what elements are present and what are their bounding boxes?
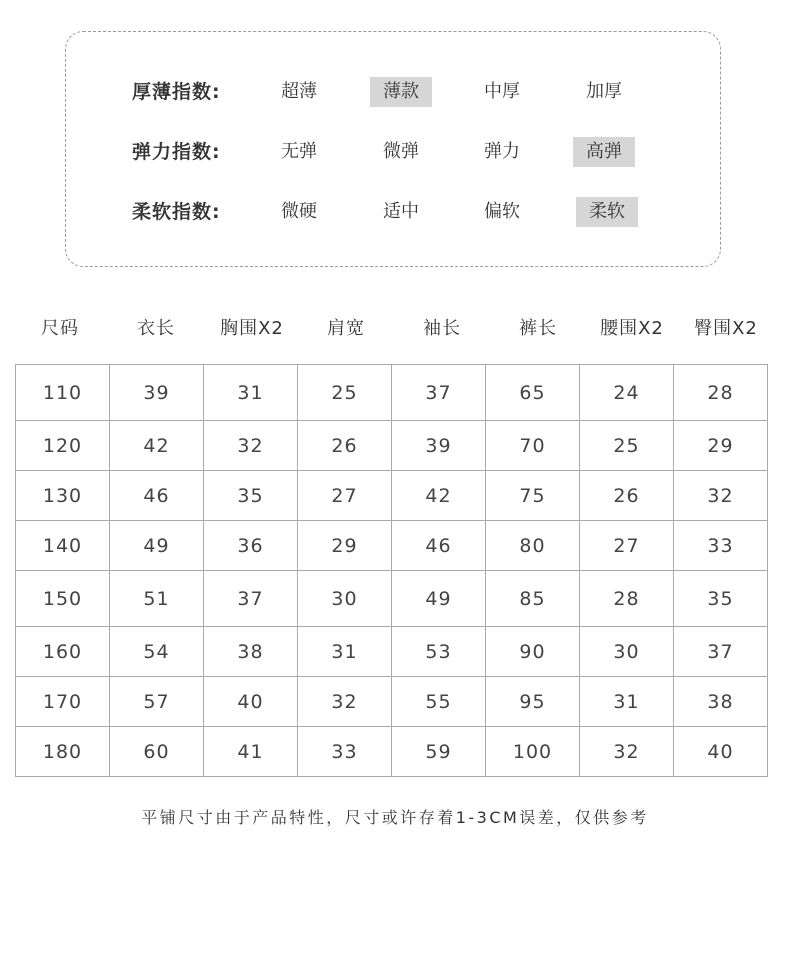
elasticity-option-slight: 微弹 [383, 141, 419, 162]
table-cell: 39 [110, 365, 204, 421]
table-cell: 32 [204, 421, 298, 471]
table-cell: 30 [580, 627, 674, 677]
header-chest: 胸围X2 [220, 318, 284, 339]
table-cell: 27 [298, 471, 392, 521]
table-cell: 75 [486, 471, 580, 521]
table-cell: 130 [16, 471, 110, 521]
table-cell: 150 [16, 571, 110, 627]
table-cell: 30 [298, 571, 392, 627]
softness-option-soft: 柔软 [576, 197, 638, 227]
table-cell: 120 [16, 421, 110, 471]
table-cell: 38 [674, 677, 768, 727]
table-cell: 170 [16, 677, 110, 727]
table-cell: 35 [204, 471, 298, 521]
table-row [16, 421, 768, 471]
table-cell: 53 [392, 627, 486, 677]
table-cell: 27 [580, 521, 674, 571]
thickness-option-thin: 薄款 [370, 77, 432, 107]
table-cell: 31 [298, 627, 392, 677]
table-cell: 180 [16, 727, 110, 777]
thickness-option-medium: 中厚 [484, 81, 520, 102]
table-cell: 49 [110, 521, 204, 571]
header-size: 尺码 [41, 318, 79, 339]
table-cell: 39 [392, 421, 486, 471]
table-cell: 32 [298, 677, 392, 727]
header-waist: 腰围X2 [600, 318, 664, 339]
table-row [16, 571, 768, 627]
table-cell: 24 [580, 365, 674, 421]
table-cell: 38 [204, 627, 298, 677]
elasticity-option-elastic: 弹力 [484, 141, 520, 162]
table-cell: 31 [580, 677, 674, 727]
table-cell: 140 [16, 521, 110, 571]
table-cell: 37 [204, 571, 298, 627]
table-cell: 90 [486, 627, 580, 677]
table-cell: 55 [392, 677, 486, 727]
size-table-header [15, 314, 767, 344]
table-cell: 32 [674, 471, 768, 521]
table-cell: 80 [486, 521, 580, 571]
table-cell: 25 [580, 421, 674, 471]
table-cell: 70 [486, 421, 580, 471]
table-cell: 28 [674, 365, 768, 421]
elasticity-option-high: 高弹 [573, 137, 635, 167]
table-cell: 35 [674, 571, 768, 627]
table-cell: 160 [16, 627, 110, 677]
table-cell: 49 [392, 571, 486, 627]
thickness-option-ultra-thin: 超薄 [281, 81, 317, 102]
table-cell: 59 [392, 727, 486, 777]
table-cell: 42 [392, 471, 486, 521]
table-cell: 60 [110, 727, 204, 777]
header-shoulder: 肩宽 [327, 318, 365, 339]
softness-index-row [66, 197, 720, 227]
table-cell: 33 [674, 521, 768, 571]
table-cell: 85 [486, 571, 580, 627]
softness-option-moderate: 适中 [383, 201, 419, 222]
table-cell: 40 [674, 727, 768, 777]
table-cell: 65 [486, 365, 580, 421]
table-cell: 54 [110, 627, 204, 677]
table-cell: 36 [204, 521, 298, 571]
table-cell: 95 [486, 677, 580, 727]
elasticity-option-none: 无弹 [281, 141, 317, 162]
table-cell: 100 [486, 727, 580, 777]
softness-option-softish: 偏软 [484, 201, 520, 222]
table-row [16, 727, 768, 777]
table-cell: 31 [204, 365, 298, 421]
table-row [16, 471, 768, 521]
table-cell: 26 [298, 421, 392, 471]
header-length: 衣长 [137, 318, 175, 339]
elasticity-index-label: 弹力指数: [132, 141, 221, 163]
thickness-index-row [66, 77, 720, 107]
table-cell: 40 [204, 677, 298, 727]
table-cell: 42 [110, 421, 204, 471]
table-cell: 46 [110, 471, 204, 521]
table-cell: 46 [392, 521, 486, 571]
table-cell: 29 [298, 521, 392, 571]
table-row [16, 365, 768, 421]
table-cell: 57 [110, 677, 204, 727]
fabric-index-panel [65, 31, 721, 267]
table-cell: 28 [580, 571, 674, 627]
table-row [16, 677, 768, 727]
table-cell: 26 [580, 471, 674, 521]
table-row [16, 521, 768, 571]
table-cell: 51 [110, 571, 204, 627]
table-cell: 29 [674, 421, 768, 471]
table-cell: 25 [298, 365, 392, 421]
softness-index-label: 柔软指数: [132, 201, 221, 223]
table-cell: 41 [204, 727, 298, 777]
elasticity-index-row [66, 137, 720, 167]
softness-option-slightly-hard: 微硬 [281, 201, 317, 222]
table-row [16, 627, 768, 677]
table-cell: 37 [392, 365, 486, 421]
table-cell: 37 [674, 627, 768, 677]
thickness-index-label: 厚薄指数: [132, 81, 221, 103]
table-cell: 32 [580, 727, 674, 777]
header-hip: 臀围X2 [694, 318, 758, 339]
size-table [15, 364, 768, 777]
thickness-option-thick: 加厚 [586, 81, 622, 102]
table-cell: 110 [16, 365, 110, 421]
measurement-footnote: 平铺尺寸由于产品特性，尺寸或许存着1-3CM误差，仅供参考 [141, 808, 649, 827]
header-pants-length: 裤长 [519, 318, 557, 339]
header-sleeve: 袖长 [423, 318, 461, 339]
table-cell: 33 [298, 727, 392, 777]
